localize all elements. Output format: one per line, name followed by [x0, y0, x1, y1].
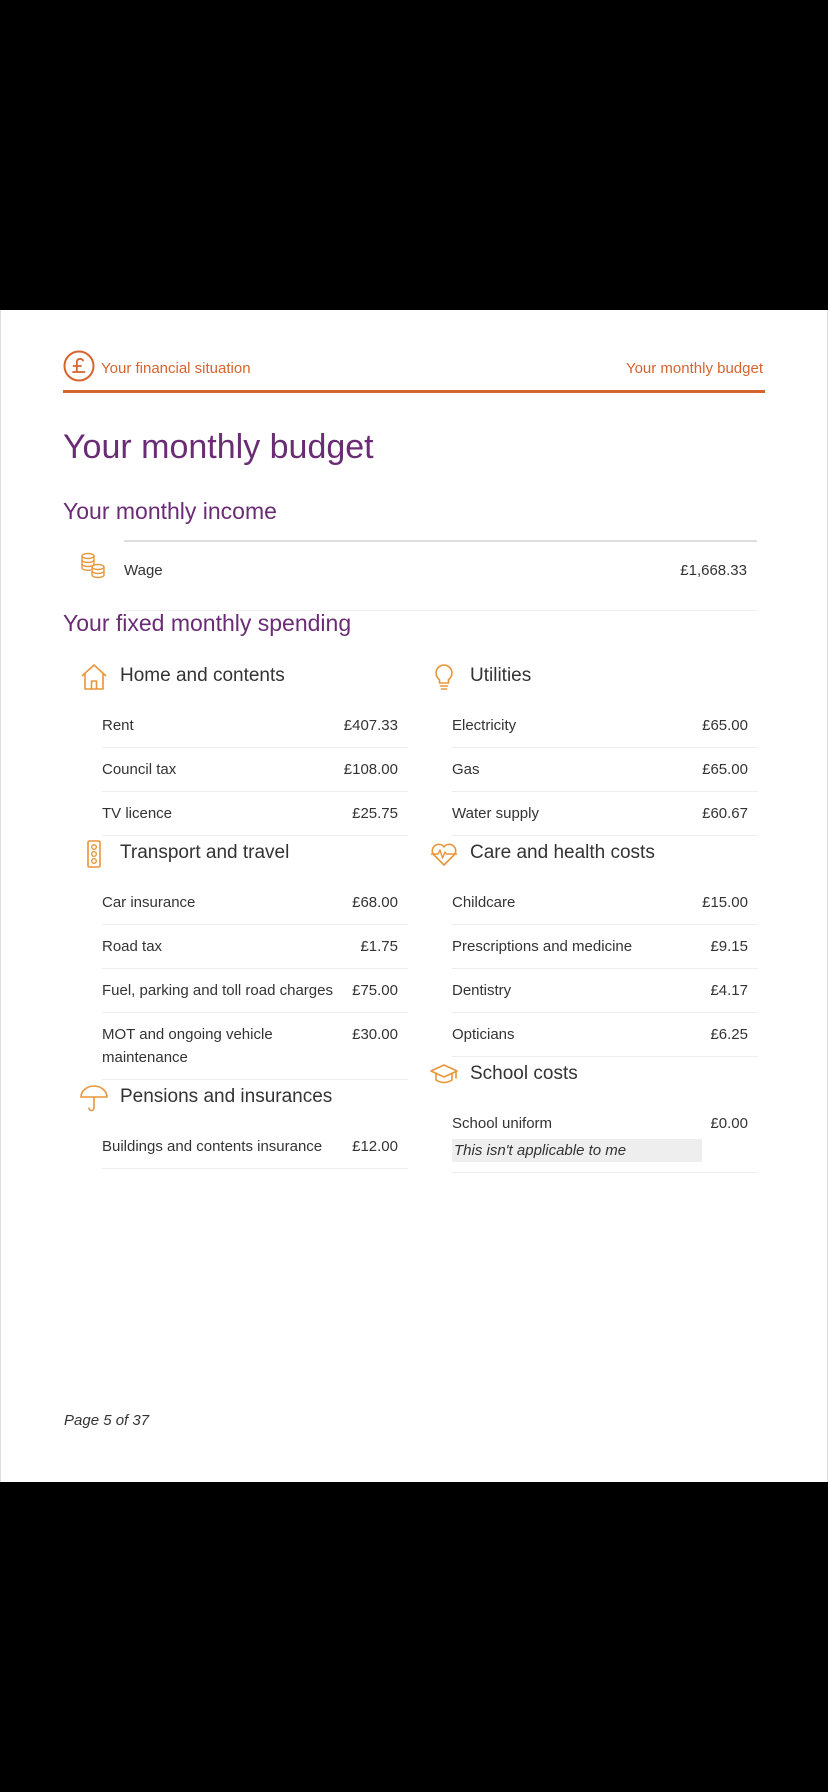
budget-row	[102, 748, 408, 792]
category-transport-and-travel	[63, 833, 408, 1080]
traffic-light-icon	[79, 839, 109, 869]
lightbulb-icon	[429, 662, 459, 692]
budget-row	[452, 969, 758, 1013]
row-label: Car insurance	[102, 894, 196, 911]
category-school-costs	[413, 1054, 758, 1173]
category-title: School costs	[470, 1063, 578, 1084]
income-section	[63, 540, 757, 610]
page-number: Page 5 of 37	[64, 1412, 150, 1429]
heartbeat-icon	[429, 839, 459, 869]
row-amount: £65.00	[702, 761, 748, 778]
page-title: Your monthly budget	[63, 428, 374, 466]
row-label: Electricity	[452, 717, 517, 734]
income-label: Wage	[124, 562, 163, 579]
row-label: Opticians	[452, 1026, 515, 1043]
row-label: Prescriptions and medicine	[452, 938, 633, 955]
graduation-cap-icon	[429, 1060, 459, 1090]
row-amount: £6.25	[710, 1026, 748, 1043]
row-label: Water supply	[452, 805, 539, 822]
row-label: School uniform	[452, 1115, 553, 1132]
row-label: Childcare	[452, 894, 516, 911]
row-amount: £1.75	[360, 938, 398, 955]
row-label: Buildings and contents insurance	[102, 1138, 323, 1155]
budget-row	[452, 925, 758, 969]
category-title: Care and health costs	[470, 842, 655, 863]
document-page	[0, 310, 828, 1482]
row-label: Rent	[102, 717, 134, 734]
category-care-and-health-costs	[413, 833, 758, 1057]
row-label: TV licence	[102, 805, 173, 822]
budget-row	[452, 748, 758, 792]
budget-row	[102, 969, 408, 1013]
budget-row	[102, 792, 408, 836]
row-amount: £9.15	[710, 938, 748, 955]
running-header	[63, 340, 765, 393]
row-label: Gas	[452, 761, 480, 778]
row-amount: £15.00	[702, 894, 748, 911]
budget-row	[102, 925, 408, 969]
coins-icon	[79, 552, 107, 580]
budget-row	[102, 704, 408, 748]
spending-heading: Your fixed monthly spending	[63, 610, 352, 636]
budget-row	[102, 881, 408, 925]
row-amount: £30.00	[352, 1026, 398, 1043]
budget-row	[452, 704, 758, 748]
budget-row	[452, 1102, 758, 1173]
row-amount: £108.00	[343, 761, 398, 778]
income-heading: Your monthly income	[63, 498, 277, 524]
budget-row	[452, 881, 758, 925]
house-icon	[79, 662, 109, 692]
not-applicable-note: This isn't applicable to me	[452, 1139, 702, 1162]
row-amount: £0.00	[710, 1115, 748, 1132]
row-amount: £75.00	[352, 982, 398, 999]
category-home-and-contents	[63, 656, 408, 836]
row-amount: £25.75	[352, 805, 398, 822]
umbrella-icon	[79, 1083, 109, 1113]
row-amount: £60.67	[702, 805, 748, 822]
category-title: Home and contents	[120, 665, 285, 686]
row-amount: £65.00	[702, 717, 748, 734]
section-label: Your financial situation	[101, 360, 251, 377]
row-amount: £407.33	[343, 717, 398, 734]
budget-row	[102, 1125, 408, 1169]
pound-circle-icon	[63, 350, 95, 382]
category-title: Pensions and insurances	[120, 1086, 333, 1107]
row-label: MOT and ongoing vehicle maintenance	[102, 1026, 273, 1066]
income-row	[124, 540, 757, 611]
budget-row	[102, 1013, 408, 1080]
budget-row	[452, 1013, 758, 1057]
budget-row	[452, 792, 758, 836]
income-amount: £1,668.33	[680, 562, 747, 579]
category-title: Utilities	[470, 665, 532, 686]
category-utilities	[413, 656, 758, 836]
category-pensions-and-insurances	[63, 1077, 408, 1169]
row-amount: £4.17	[710, 982, 748, 999]
row-label: Council tax	[102, 761, 177, 778]
category-title: Transport and travel	[120, 842, 290, 863]
row-amount: £68.00	[352, 894, 398, 911]
row-label: Road tax	[102, 938, 163, 955]
row-label: Dentistry	[452, 982, 512, 999]
row-label: Fuel, parking and toll road charges	[102, 982, 333, 999]
row-amount: £12.00	[352, 1138, 398, 1155]
subsection-label: Your monthly budget	[625, 360, 763, 377]
